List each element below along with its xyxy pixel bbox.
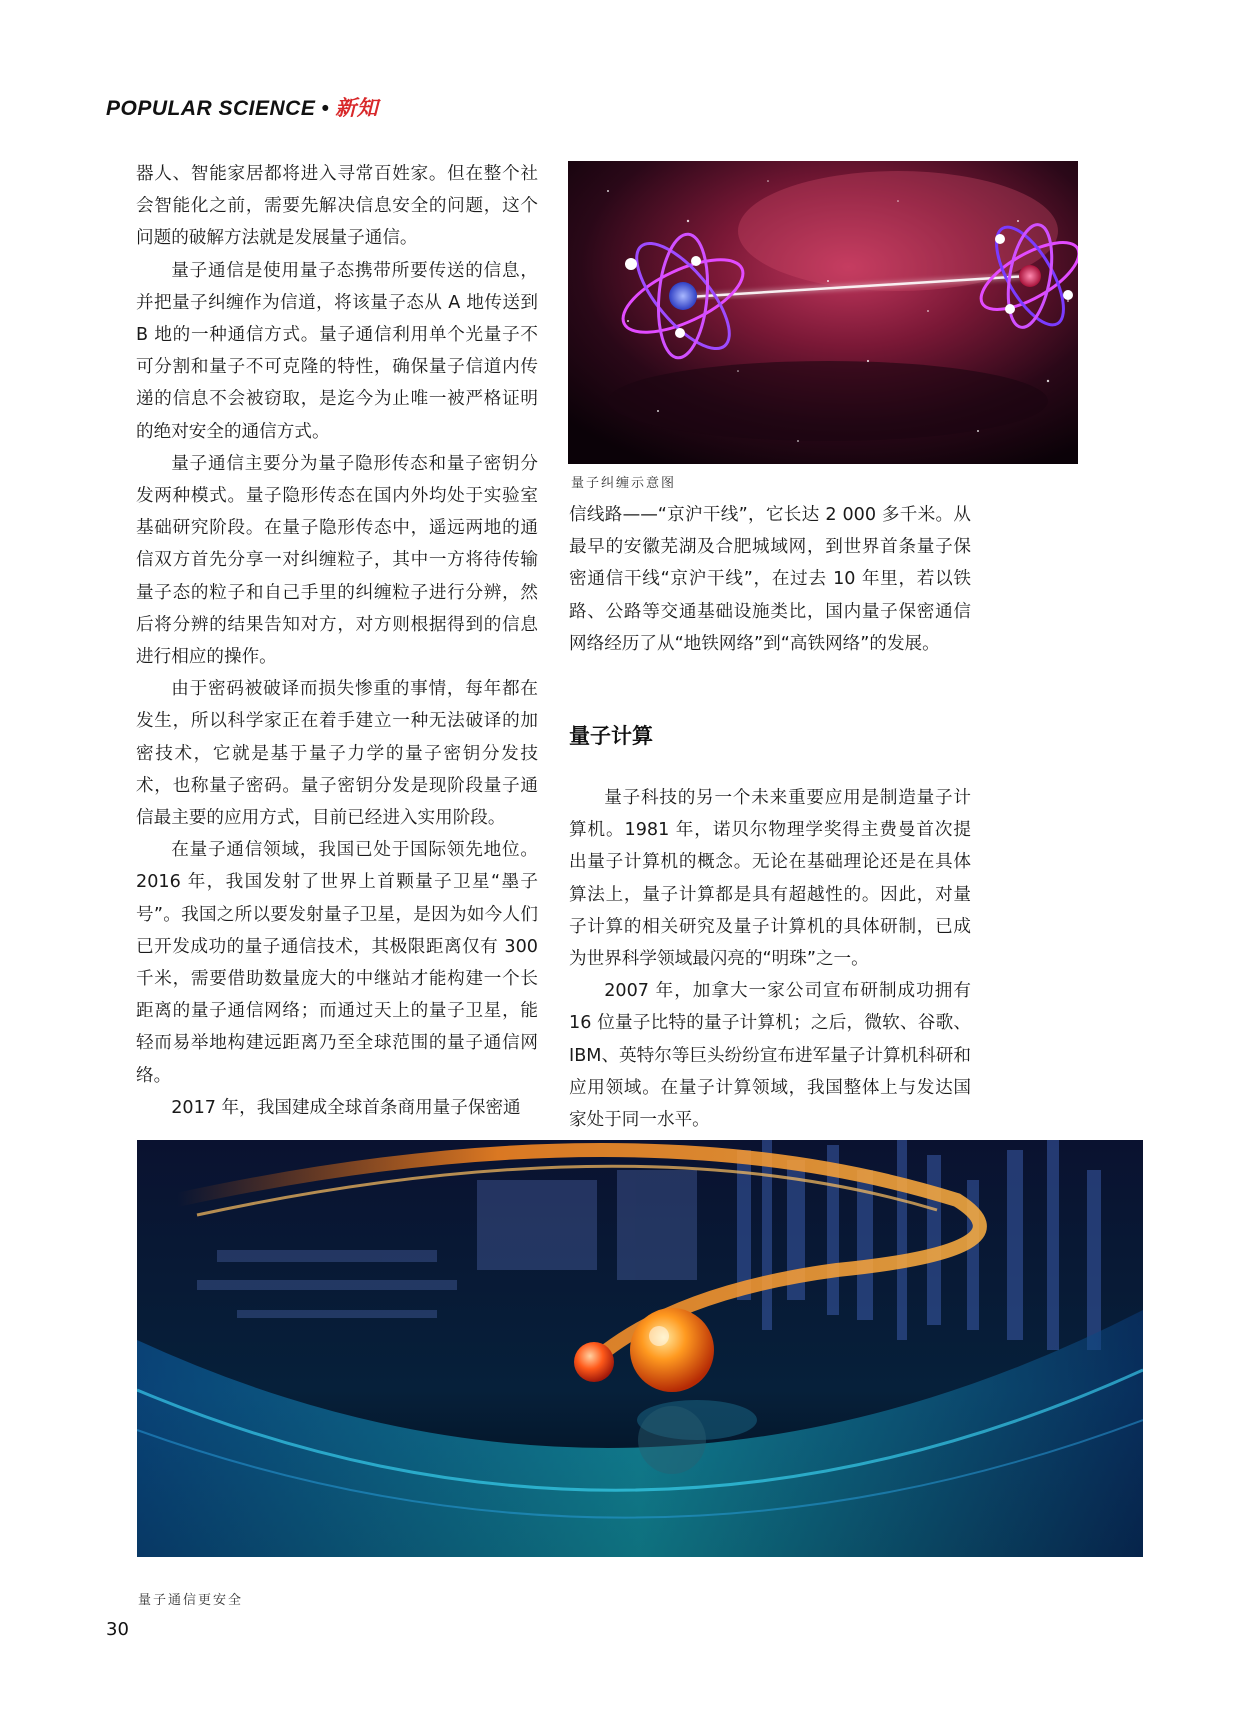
entanglement-figure [568, 161, 1078, 464]
paragraph: 在量子通信领域，我国已处于国际领先地位。2016 年，我国发射了世界上首颗量子卫星“墨子号”。我国之所以要发射量子卫星，是因为如今人们已开发成功的量子通信技术，其极限距离仅有 300 千米，需要借助数量庞大的中继站才能构建一个长距离的量子通信网络；而通过天上的量子卫星，能轻而易举地构建远距离乃至全球范围的量子通信网络。 [136, 840, 538, 1086]
running-header [106, 92, 378, 122]
section-name: 新知 [335, 96, 379, 120]
page-number: 30 [106, 1619, 129, 1640]
paragraph: 量子通信是使用量子态携带所要传送的信息，并把量子纠缠作为信道，将该量子态从 A 地传送到 B 地的一种通信方式。量子通信利用单个光量子不可分割和量子不可克隆的特性，确保量子信道内传递的信息不会被窃取，是迄今为止唯一被严格证明的绝对安全的通信方式。 [136, 260, 538, 442]
header-dot: • [321, 97, 330, 120]
paragraph: 量子通信主要分为量子隐形传态和量子密钥分发两种模式。量子隐形传态在国内外均处于实验室基础研究阶段。在量子隐形传态中，遥远两地的通信双方首先分享一对纠缠粒子，其中一方将待传输量子态的粒子和自己手里的纠缠粒子进行分辨，然后将分辨的结果告知对方，对方则根据得到的信息进行相应的操作。 [136, 453, 538, 668]
left-column [136, 158, 538, 1124]
figure2-caption: 量子通信更安全 [138, 1593, 244, 1608]
section-heading: 量子计算 [569, 724, 653, 748]
paragraph: 信线路——“京沪干线”，它长达 2 000 多千米。从最早的安徽芜湖及合肥城域网，到世界首条量子保密通信干线“京沪干线”，在过去 10 年里，若以铁路、公路等交通基础设施类比，国内量子保密通信网络经历了从“地铁网络”到“高铁网络”的发展。 [569, 505, 971, 654]
paragraph: 由于密码被破译而损失惨重的事情，每年都在发生，所以科学家正在着手建立一种无法破译的加密技术，它就是基于量子力学的量子密钥分发技术，也称量子密码。量子密钥分发是现阶段量子通信最主要的应用方式，目前已经进入实用阶段。 [136, 679, 538, 829]
magazine-brand: POPULAR SCIENCE [106, 97, 316, 120]
right-column-bottom [569, 782, 971, 1136]
paragraph: 2017 年，我国建成全球首条商用量子保密通 [171, 1097, 521, 1118]
figure1-caption: 量子纠缠示意图 [571, 476, 677, 491]
quantum-communication-figure [137, 1140, 1143, 1557]
paragraph: 器人、智能家居都将进入寻常百姓家。但在整个社会智能化之前，需要先解决信息安全的问题，这个问题的破解方法就是发展量子通信。 [136, 164, 538, 249]
paragraph: 量子科技的另一个未来重要应用是制造量子计算机。1981 年，诺贝尔物理学奖得主费曼首次提出量子计算机的概念。无论在基础理论还是在具体算法上，量子计算都是具有超越性的。因此，对量子计算的相关研究及量子计算机的具体研制，已成为世界科学领域最闪亮的“明珠”之一。 [569, 788, 971, 970]
right-column-top [569, 499, 971, 660]
paragraph: 2007 年，加拿大一家公司宣布研制成功拥有 16 位量子比特的量子计算机；之后，微软、谷歌、IBM、英特尔等巨头纷纷宣布进军量子计算机科研和应用领域。在量子计算领域，我国整体上与发达国家处于同一水平。 [569, 981, 971, 1131]
